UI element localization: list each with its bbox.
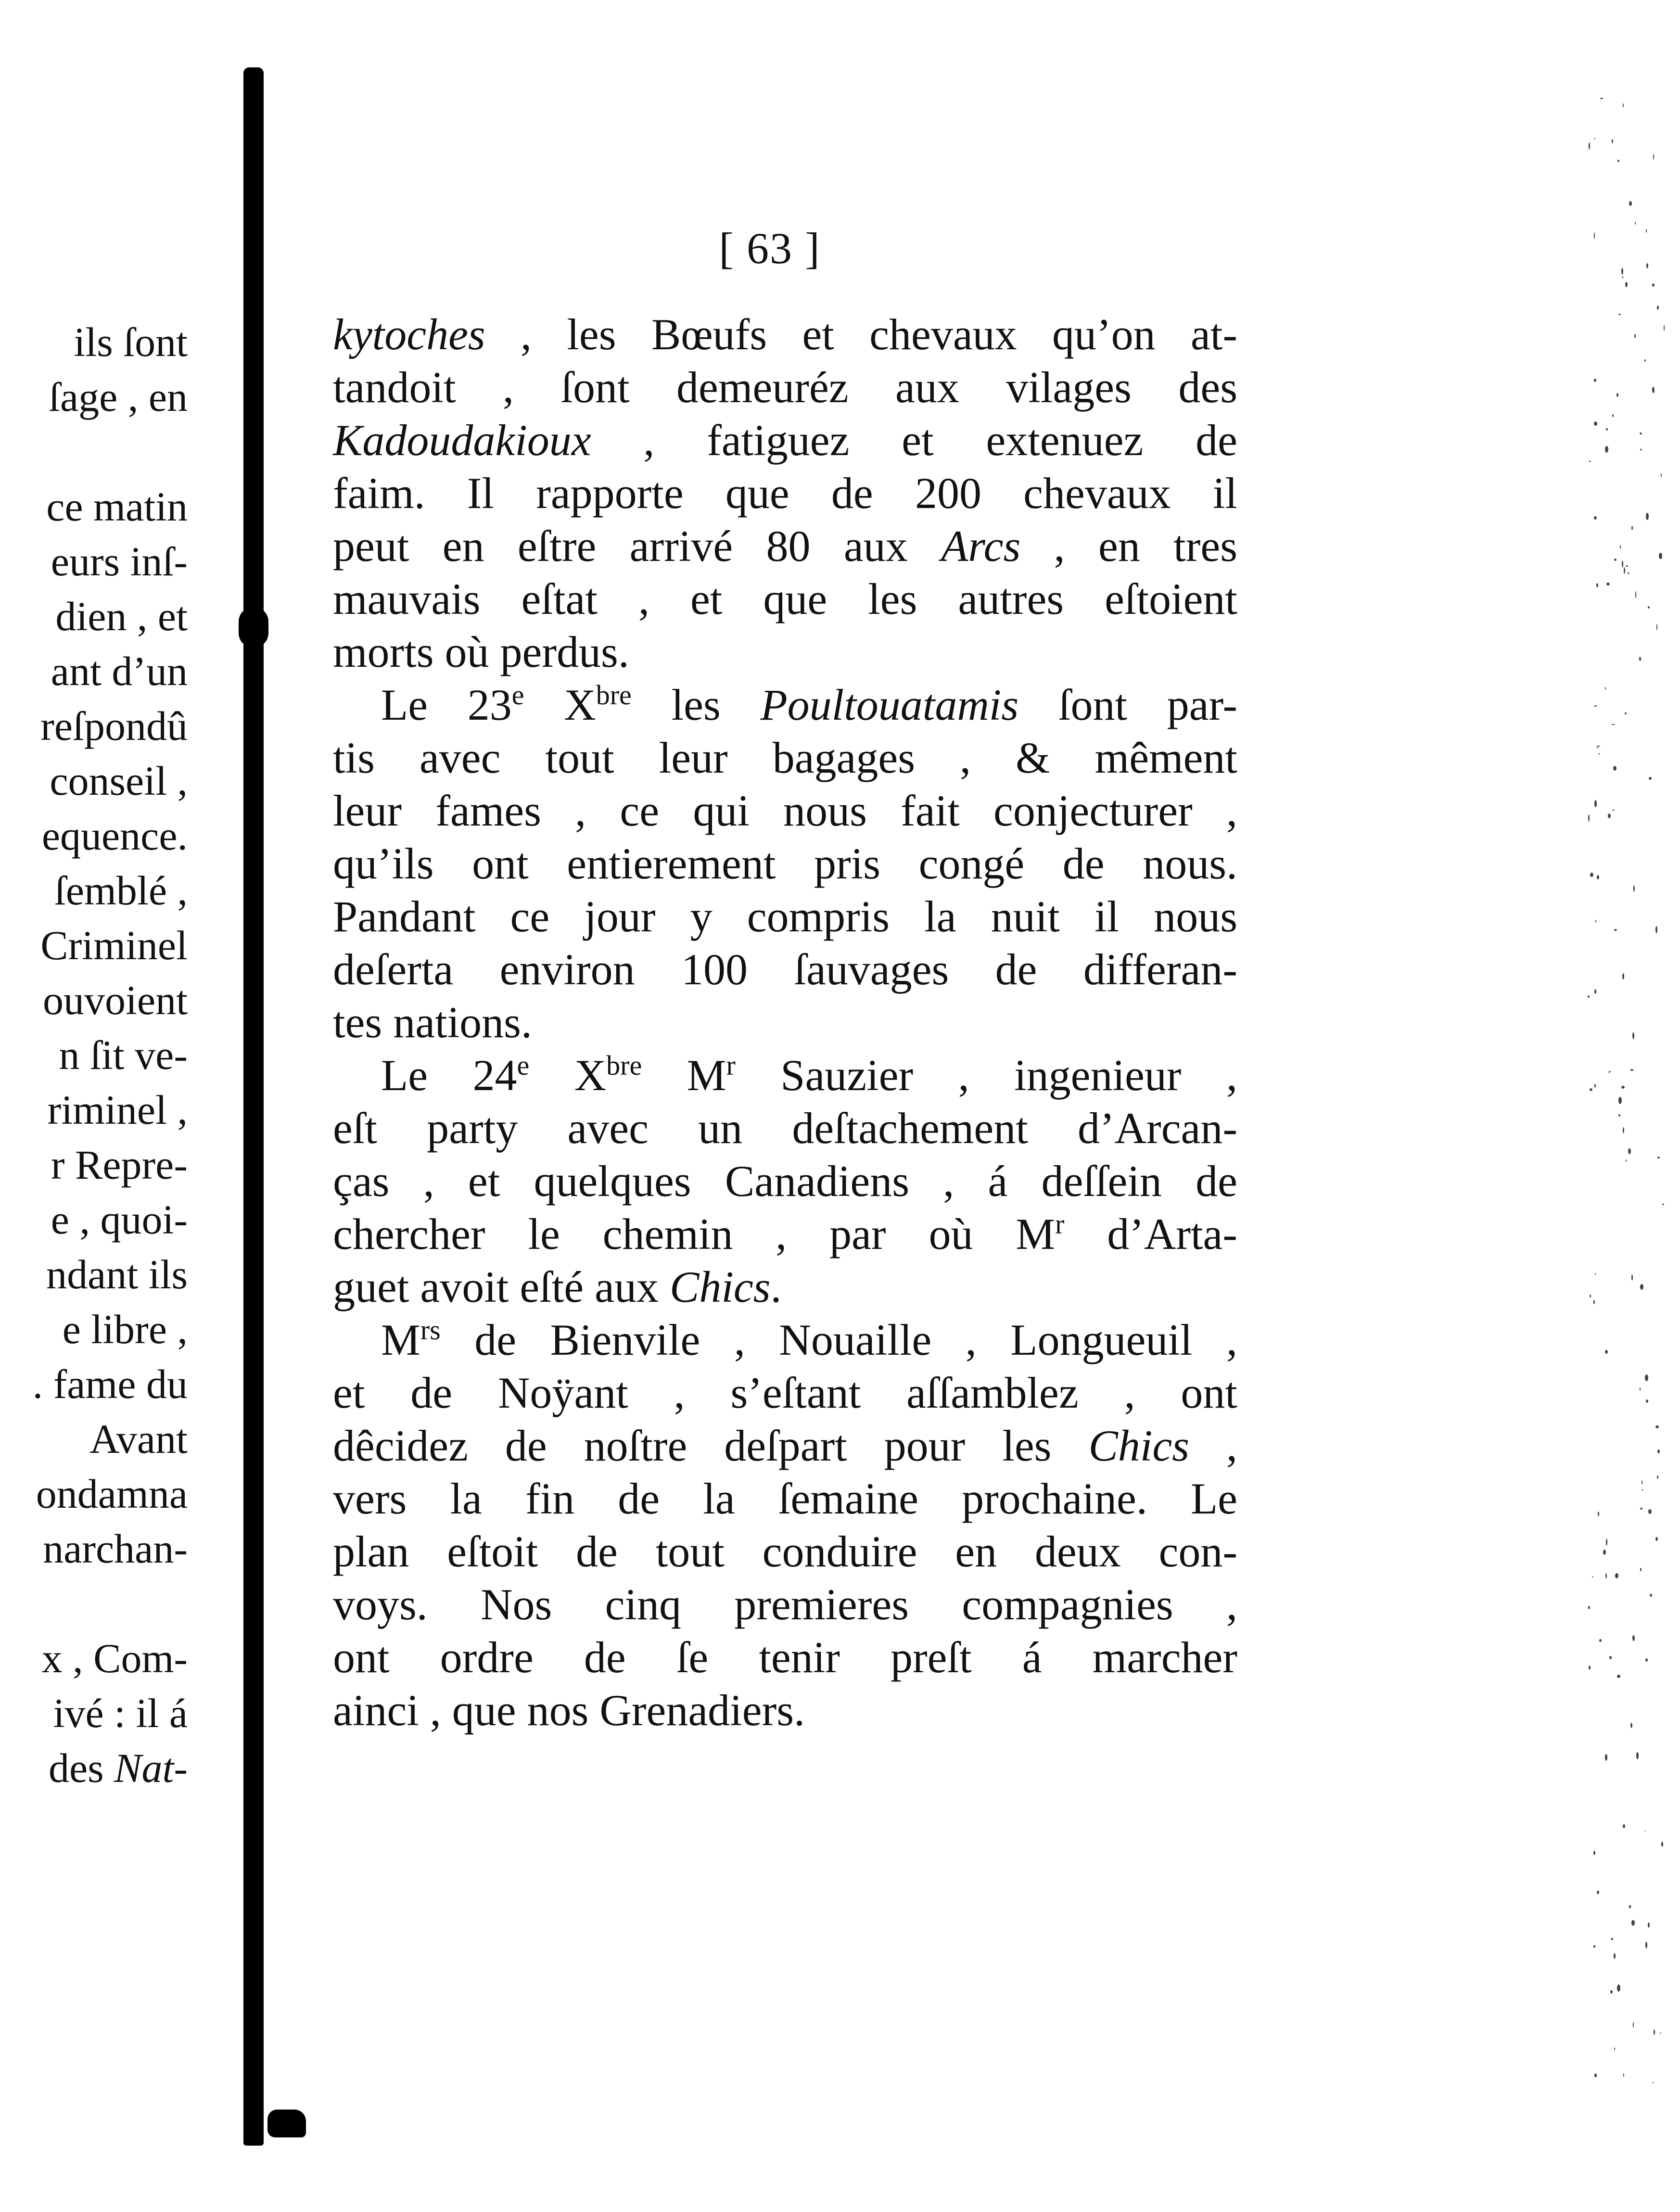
scan-speck — [1623, 1127, 1624, 1133]
text-run: X — [529, 1051, 607, 1100]
scan-speck — [1609, 1656, 1612, 1659]
scan-speck — [1597, 1891, 1599, 1894]
text-line: Pandant ce jour y compris la nuit il nous — [333, 892, 1237, 941]
superscript: bre — [596, 679, 632, 711]
scan-speck — [1657, 1157, 1660, 1158]
scan-speck — [1593, 1945, 1595, 1948]
scan-speck — [1622, 276, 1623, 279]
scan-speck — [1645, 1374, 1648, 1381]
scan-speck — [1640, 432, 1642, 434]
scan-speck — [1626, 565, 1628, 567]
scan-speck — [1597, 746, 1600, 747]
scan-speck — [1640, 1508, 1642, 1510]
scan-speck — [1654, 2029, 1655, 2035]
scan-speck — [1590, 1088, 1592, 1091]
scan-speck — [1640, 1387, 1641, 1391]
scan-speck — [1613, 766, 1616, 771]
fragment-line: des Nat- — [48, 1745, 188, 1791]
fragment-line: r Repre- — [51, 1142, 188, 1188]
scan-speck — [1635, 591, 1636, 598]
text-line: voys. Nos cinq premieres compagnies , — [333, 1580, 1237, 1629]
scan-speck — [1628, 572, 1629, 574]
scan-speck — [1617, 1984, 1620, 1992]
scan-speck — [1609, 1071, 1610, 1073]
italic-term: Chics — [669, 1262, 771, 1311]
scan-speck — [1624, 567, 1625, 574]
scan-speck — [1625, 282, 1628, 287]
scan-speck — [1656, 624, 1657, 630]
text-line: eſt party avec un deſtachement d’Arcan- — [333, 1104, 1237, 1153]
scan-speck — [1588, 995, 1590, 998]
scan-speck — [1588, 1606, 1590, 1609]
binding-gutter-nub — [239, 607, 268, 648]
scan-speck — [1614, 1953, 1616, 1959]
scan-speck — [1646, 229, 1647, 233]
scan-speck — [1657, 1475, 1658, 1479]
scan-speck — [1644, 359, 1646, 362]
scan-speck — [1606, 1538, 1607, 1546]
superscript: r — [1055, 1208, 1065, 1240]
scan-speck — [1605, 1573, 1607, 1578]
fragment-line: ils ſont — [74, 319, 188, 365]
scan-speck — [1605, 446, 1608, 453]
scan-speck — [1594, 421, 1597, 426]
text-run: Le 24 — [381, 1051, 517, 1100]
scan-speck — [1594, 705, 1597, 707]
scan-speck — [1594, 516, 1597, 520]
scan-speck — [1623, 103, 1624, 107]
fragment-line: ce matin — [46, 483, 188, 530]
fragment-line: narchan- — [43, 1526, 188, 1572]
text-run: , les Bœufs et chevaux qu’on at- — [485, 310, 1237, 359]
scan-speck — [1664, 325, 1665, 331]
scan-speck — [1616, 393, 1618, 397]
fragment-line: x , Com- — [41, 1635, 188, 1681]
scan-speck — [1648, 1509, 1652, 1514]
scan-speck — [1614, 559, 1616, 561]
scan-speck — [1621, 1086, 1625, 1089]
text-line: vers la fin de la ſemaine prochaine. Le — [333, 1474, 1237, 1523]
fragment-line: dien , et — [55, 593, 188, 639]
scan-speck — [1630, 1069, 1633, 1071]
scan-speck — [1642, 1489, 1643, 1491]
main-text-column — [333, 308, 1237, 1737]
scan-speck — [1640, 1284, 1643, 1290]
text-run: , — [1189, 1421, 1237, 1470]
scan-speck — [1631, 526, 1633, 530]
scan-speck — [1622, 560, 1623, 568]
fragment-line: riminel , — [47, 1087, 188, 1133]
text-run: ſont par- — [1018, 680, 1238, 729]
scan-speck — [1608, 814, 1611, 818]
scan-speck — [1662, 1204, 1664, 1205]
scan-speck — [1650, 1594, 1652, 1597]
scan-speck — [1618, 1114, 1620, 1117]
text-run: chercher le chemin , par où M — [333, 1209, 1056, 1259]
scan-speck — [1588, 814, 1590, 822]
text-run: les — [631, 680, 761, 729]
superscript: e — [517, 1050, 530, 1081]
text-line: qu’ils ont entierement pris congé de nous. — [333, 839, 1237, 888]
text-run: de Bienvile , Nouaille , Longueuil , — [440, 1315, 1237, 1364]
scan-speck — [1618, 1097, 1622, 1104]
scan-speck — [1634, 334, 1636, 338]
scan-speck — [1617, 160, 1619, 162]
scan-speck — [1623, 2073, 1624, 2077]
scan-speck — [1640, 449, 1642, 450]
fragment-line: e libre , — [62, 1306, 188, 1352]
text-line: morts où perdus. — [333, 627, 629, 676]
scan-speck — [1648, 606, 1650, 609]
scan-speck — [1589, 1665, 1591, 1670]
text-run: M — [381, 1315, 420, 1364]
fragment-line: equence. — [41, 813, 188, 859]
scan-speck — [1590, 873, 1593, 877]
fragment-line: . fame du — [32, 1361, 188, 1407]
scan-speck — [1595, 920, 1596, 923]
scan-speck — [1599, 753, 1600, 755]
scan-speck — [1631, 1274, 1633, 1281]
text-line — [333, 308, 1237, 361]
text-line — [333, 1208, 1237, 1260]
scan-speck — [1605, 1754, 1607, 1761]
text-line: tes nations. — [333, 998, 532, 1047]
scan-edge-noise — [1588, 96, 1674, 2117]
scan-speck — [1611, 1938, 1613, 1940]
scan-speck — [1661, 1842, 1663, 1847]
scan-speck — [1657, 1449, 1660, 1453]
scan-speck — [1648, 1922, 1650, 1928]
text-line: leur fames , ce qui nous fait conjecturer , — [333, 786, 1237, 835]
text-line: et de Noÿant , s’eſtant aſſamblez , ont — [333, 1368, 1237, 1417]
text-run: , en tres — [1020, 521, 1237, 571]
scan-speck — [1629, 201, 1632, 206]
text-line — [333, 520, 1237, 572]
scan-speck — [1612, 724, 1615, 725]
scan-speck — [1621, 268, 1623, 275]
scan-speck — [1652, 283, 1655, 287]
fragment-line: Criminel — [40, 922, 188, 968]
fragment-line: ſage , en — [49, 374, 188, 420]
scan-speck — [1639, 657, 1641, 661]
scan-speck — [1622, 973, 1624, 979]
text-run: M — [642, 1051, 726, 1100]
fragment-line: ndant ils — [46, 1251, 188, 1297]
italic-term: Chics — [1088, 1421, 1190, 1470]
text-line — [333, 414, 1237, 467]
scan-speck — [1617, 1675, 1620, 1678]
scan-speck — [1659, 553, 1662, 559]
scan-speck — [1623, 1824, 1625, 1828]
text-run: guet avoit eſté aux — [333, 1262, 670, 1311]
text-line — [333, 1049, 1237, 1102]
scan-speck — [1612, 414, 1614, 417]
scan-speck — [1614, 2047, 1615, 2050]
scan-speck — [1633, 885, 1635, 892]
text-run: . — [770, 1262, 782, 1311]
text-run: X — [524, 680, 596, 729]
scan-speck — [1605, 1350, 1608, 1354]
scan-speck — [1594, 1084, 1596, 1088]
scan-speck — [1661, 473, 1662, 477]
text-run: dêcidez de noſtre deſpart pour les — [333, 1421, 1089, 1470]
scan-speck — [1652, 2082, 1654, 2083]
scan-speck — [1595, 1273, 1596, 1275]
text-line — [333, 1260, 1237, 1313]
fragment-line: ondamna — [36, 1471, 188, 1517]
italic-term: Kadoudakioux — [333, 416, 591, 465]
scan-speck — [1594, 379, 1596, 382]
scan-speck — [1594, 989, 1596, 994]
scan-speck — [1612, 139, 1613, 143]
fragment-line: Avant — [89, 1416, 188, 1462]
scan-speck — [1599, 1639, 1602, 1642]
scan-speck — [1632, 1032, 1634, 1039]
scan-speck — [1606, 428, 1608, 431]
text-run: Sauzier , ingenieur , — [735, 1051, 1237, 1100]
scan-speck — [1598, 1512, 1599, 1516]
text-line: tis avec tout leur bagages , & mêment — [333, 733, 1237, 782]
scan-speck — [1594, 2073, 1597, 2077]
scan-speck — [1589, 142, 1590, 150]
scan-speck — [1652, 387, 1655, 393]
superscript: e — [511, 679, 524, 711]
binding-gutter-bar — [243, 67, 264, 2146]
fragment-line: conseil , — [50, 758, 188, 804]
scan-speck — [1629, 1905, 1631, 1908]
text-line — [333, 1419, 1237, 1472]
facing-page-fragment — [0, 0, 202, 2212]
scan-speck — [1646, 1399, 1648, 1403]
scan-speck — [1606, 583, 1610, 585]
text-run: , fatiguez et extenuez de — [591, 416, 1237, 465]
scan-speck — [1646, 513, 1649, 520]
scan-speck — [1615, 1573, 1618, 1578]
text-line: tandoit , ſont demeuréz aux vilages des — [333, 363, 1237, 412]
scan-speck — [1655, 1425, 1659, 1428]
text-line: faim. Il rapporte que de 200 chevaux il — [333, 469, 1237, 518]
text-line — [333, 678, 1237, 731]
scan-speck — [1632, 1635, 1635, 1641]
superscript: bre — [606, 1050, 642, 1081]
text-line: mauvais eſtat , et que les autres eſtoient — [333, 574, 1237, 623]
scan-speck — [1590, 1295, 1591, 1297]
scan-speck — [1635, 222, 1636, 225]
text-line: ont ordre de ſe tenir preſt á marcher — [333, 1633, 1237, 1682]
scan-speck — [1628, 1148, 1631, 1154]
text-run: peut en eſtre arrivé 80 aux — [333, 521, 942, 571]
scan-speck — [1653, 154, 1654, 160]
text-line: plan eſtoit de tout conduire en deux con- — [333, 1527, 1237, 1576]
italic-term: Poultouatamis — [760, 680, 1019, 729]
scan-speck — [1594, 232, 1595, 239]
scan-speck — [1612, 810, 1615, 811]
fragment-line: eurs inſ- — [51, 538, 188, 585]
fragment-line: ant d’un — [51, 648, 188, 694]
scan-speck — [1594, 800, 1597, 807]
scan-speck — [1614, 929, 1617, 931]
scan-speck — [1646, 263, 1648, 268]
scan-speck — [1630, 1723, 1632, 1728]
text-line: deſerta environ 100 ſauvages de differan- — [333, 945, 1237, 994]
scan-speck — [1631, 1920, 1635, 1926]
superscript: rs — [420, 1314, 441, 1346]
scan-speck — [1636, 1752, 1639, 1759]
text-line — [333, 1313, 1237, 1366]
text-run: d’Arta- — [1064, 1209, 1237, 1259]
scan-speck — [1633, 2022, 1634, 2028]
text-line: ainci , que nos Grenadiers. — [333, 1686, 805, 1735]
fragment-line: e , quoi- — [51, 1196, 188, 1243]
text-line: ças , et quelques Canadiens , á deſſein de — [333, 1157, 1237, 1206]
page-number: [ 63 ] — [719, 224, 821, 273]
scan-speck — [1593, 1300, 1595, 1304]
scan-speck — [1589, 461, 1591, 462]
scan-speck — [1620, 545, 1621, 549]
fragment-line: reſpondû — [40, 703, 188, 749]
fragment-line: ouvoient — [43, 977, 188, 1023]
text-run: Le 23 — [381, 680, 512, 729]
fragment-line: ivé : il á — [53, 1690, 188, 1736]
italic-term: Arcs — [941, 521, 1021, 571]
scan-speck — [1625, 712, 1627, 714]
scan-speck — [1596, 583, 1598, 587]
scan-speck — [1593, 1851, 1595, 1855]
scan-speck — [1597, 875, 1599, 879]
superscript: r — [726, 1050, 736, 1081]
italic-term: kytoches — [333, 310, 485, 359]
fragment-line: n ſit ve- — [59, 1032, 188, 1078]
scan-speck — [1657, 305, 1659, 310]
scan-speck — [1640, 1568, 1642, 1571]
fragment-line: ſemblé , — [54, 867, 188, 914]
scan-speck — [1600, 98, 1603, 99]
binding-gutter-foot — [267, 2110, 306, 2137]
scan-speck — [1655, 1537, 1658, 1541]
scan-speck — [1655, 926, 1657, 933]
scan-speck — [1618, 314, 1621, 315]
scan-speck — [1660, 2033, 1661, 2034]
scan-speck — [1645, 1658, 1648, 1662]
scan-speck — [1626, 1159, 1627, 1162]
scan-speck — [1594, 138, 1595, 139]
scan-speck — [1605, 687, 1606, 690]
scan-speck — [1610, 1990, 1613, 1994]
scan-speck — [1645, 1942, 1647, 1948]
scan-speck — [1649, 777, 1652, 780]
scan-speck — [1603, 1550, 1606, 1555]
scan-speck — [1592, 1576, 1593, 1577]
